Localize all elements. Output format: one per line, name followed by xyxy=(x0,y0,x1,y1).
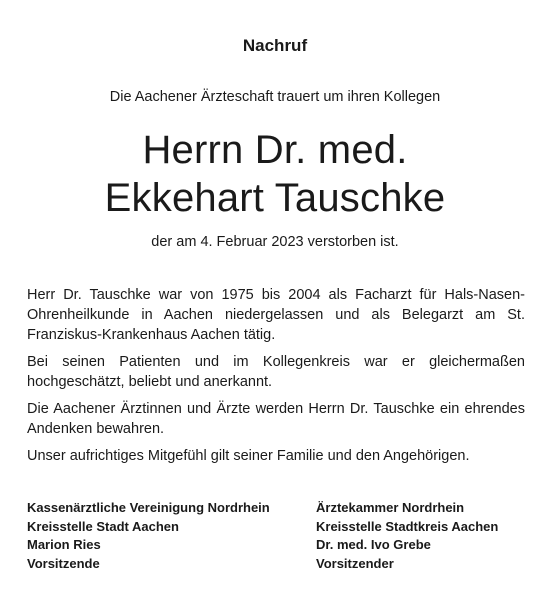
signature-branch: Kreisstelle Stadt Aachen xyxy=(27,518,179,534)
signature-organization: Kassenärztliche Vereinigung Nordrhein xyxy=(27,500,270,515)
signature-branch: Kreisstelle Stadtkreis Aachen xyxy=(316,518,499,534)
signature-role: Vorsitzende xyxy=(27,555,100,571)
name-line-2: Ekkehart Tauschke xyxy=(104,176,446,220)
body-text xyxy=(27,285,525,473)
signature-organization: Ärztekammer Nordrhein xyxy=(316,500,465,515)
date-line: der am 4. Februar 2023 verstorben ist. xyxy=(151,234,399,250)
name-line-1: Herrn Dr. med. xyxy=(142,128,408,172)
paragraph: Bei seinen Patienten und im Kollegenkreis war er gleichermaßen hochgeschätzt, beliebt und anerkannt. xyxy=(27,354,525,390)
signature-person: Dr. med. Ivo Grebe xyxy=(316,537,431,552)
heading: Nachruf xyxy=(242,36,308,55)
paragraph: Herr Dr. Tauschke war von 1975 bis 2004 als Facharzt für Hals-Nasen-Ohrenheilkunde in Aachen niedergelassen und als Belegarzt am St. Franziskus-Krankenhaus Aachen tätig. xyxy=(27,287,525,343)
paragraph: Die Aachener Ärztinnen und Ärzte werden Herrn Dr. Tauschke ein ehrendes Andenken bewahren. xyxy=(27,401,525,437)
signature-person: Marion Ries xyxy=(27,537,101,552)
signature-block-left xyxy=(27,499,270,573)
signature-block-right xyxy=(316,499,498,573)
signature-role: Vorsitzender xyxy=(316,555,394,571)
paragraph: Unser aufrichtiges Mitgefühl gilt seiner Familie und den Angehörigen. xyxy=(27,448,470,464)
intro-line: Die Aachener Ärzteschaft trauert um ihren Kollegen xyxy=(109,89,441,105)
